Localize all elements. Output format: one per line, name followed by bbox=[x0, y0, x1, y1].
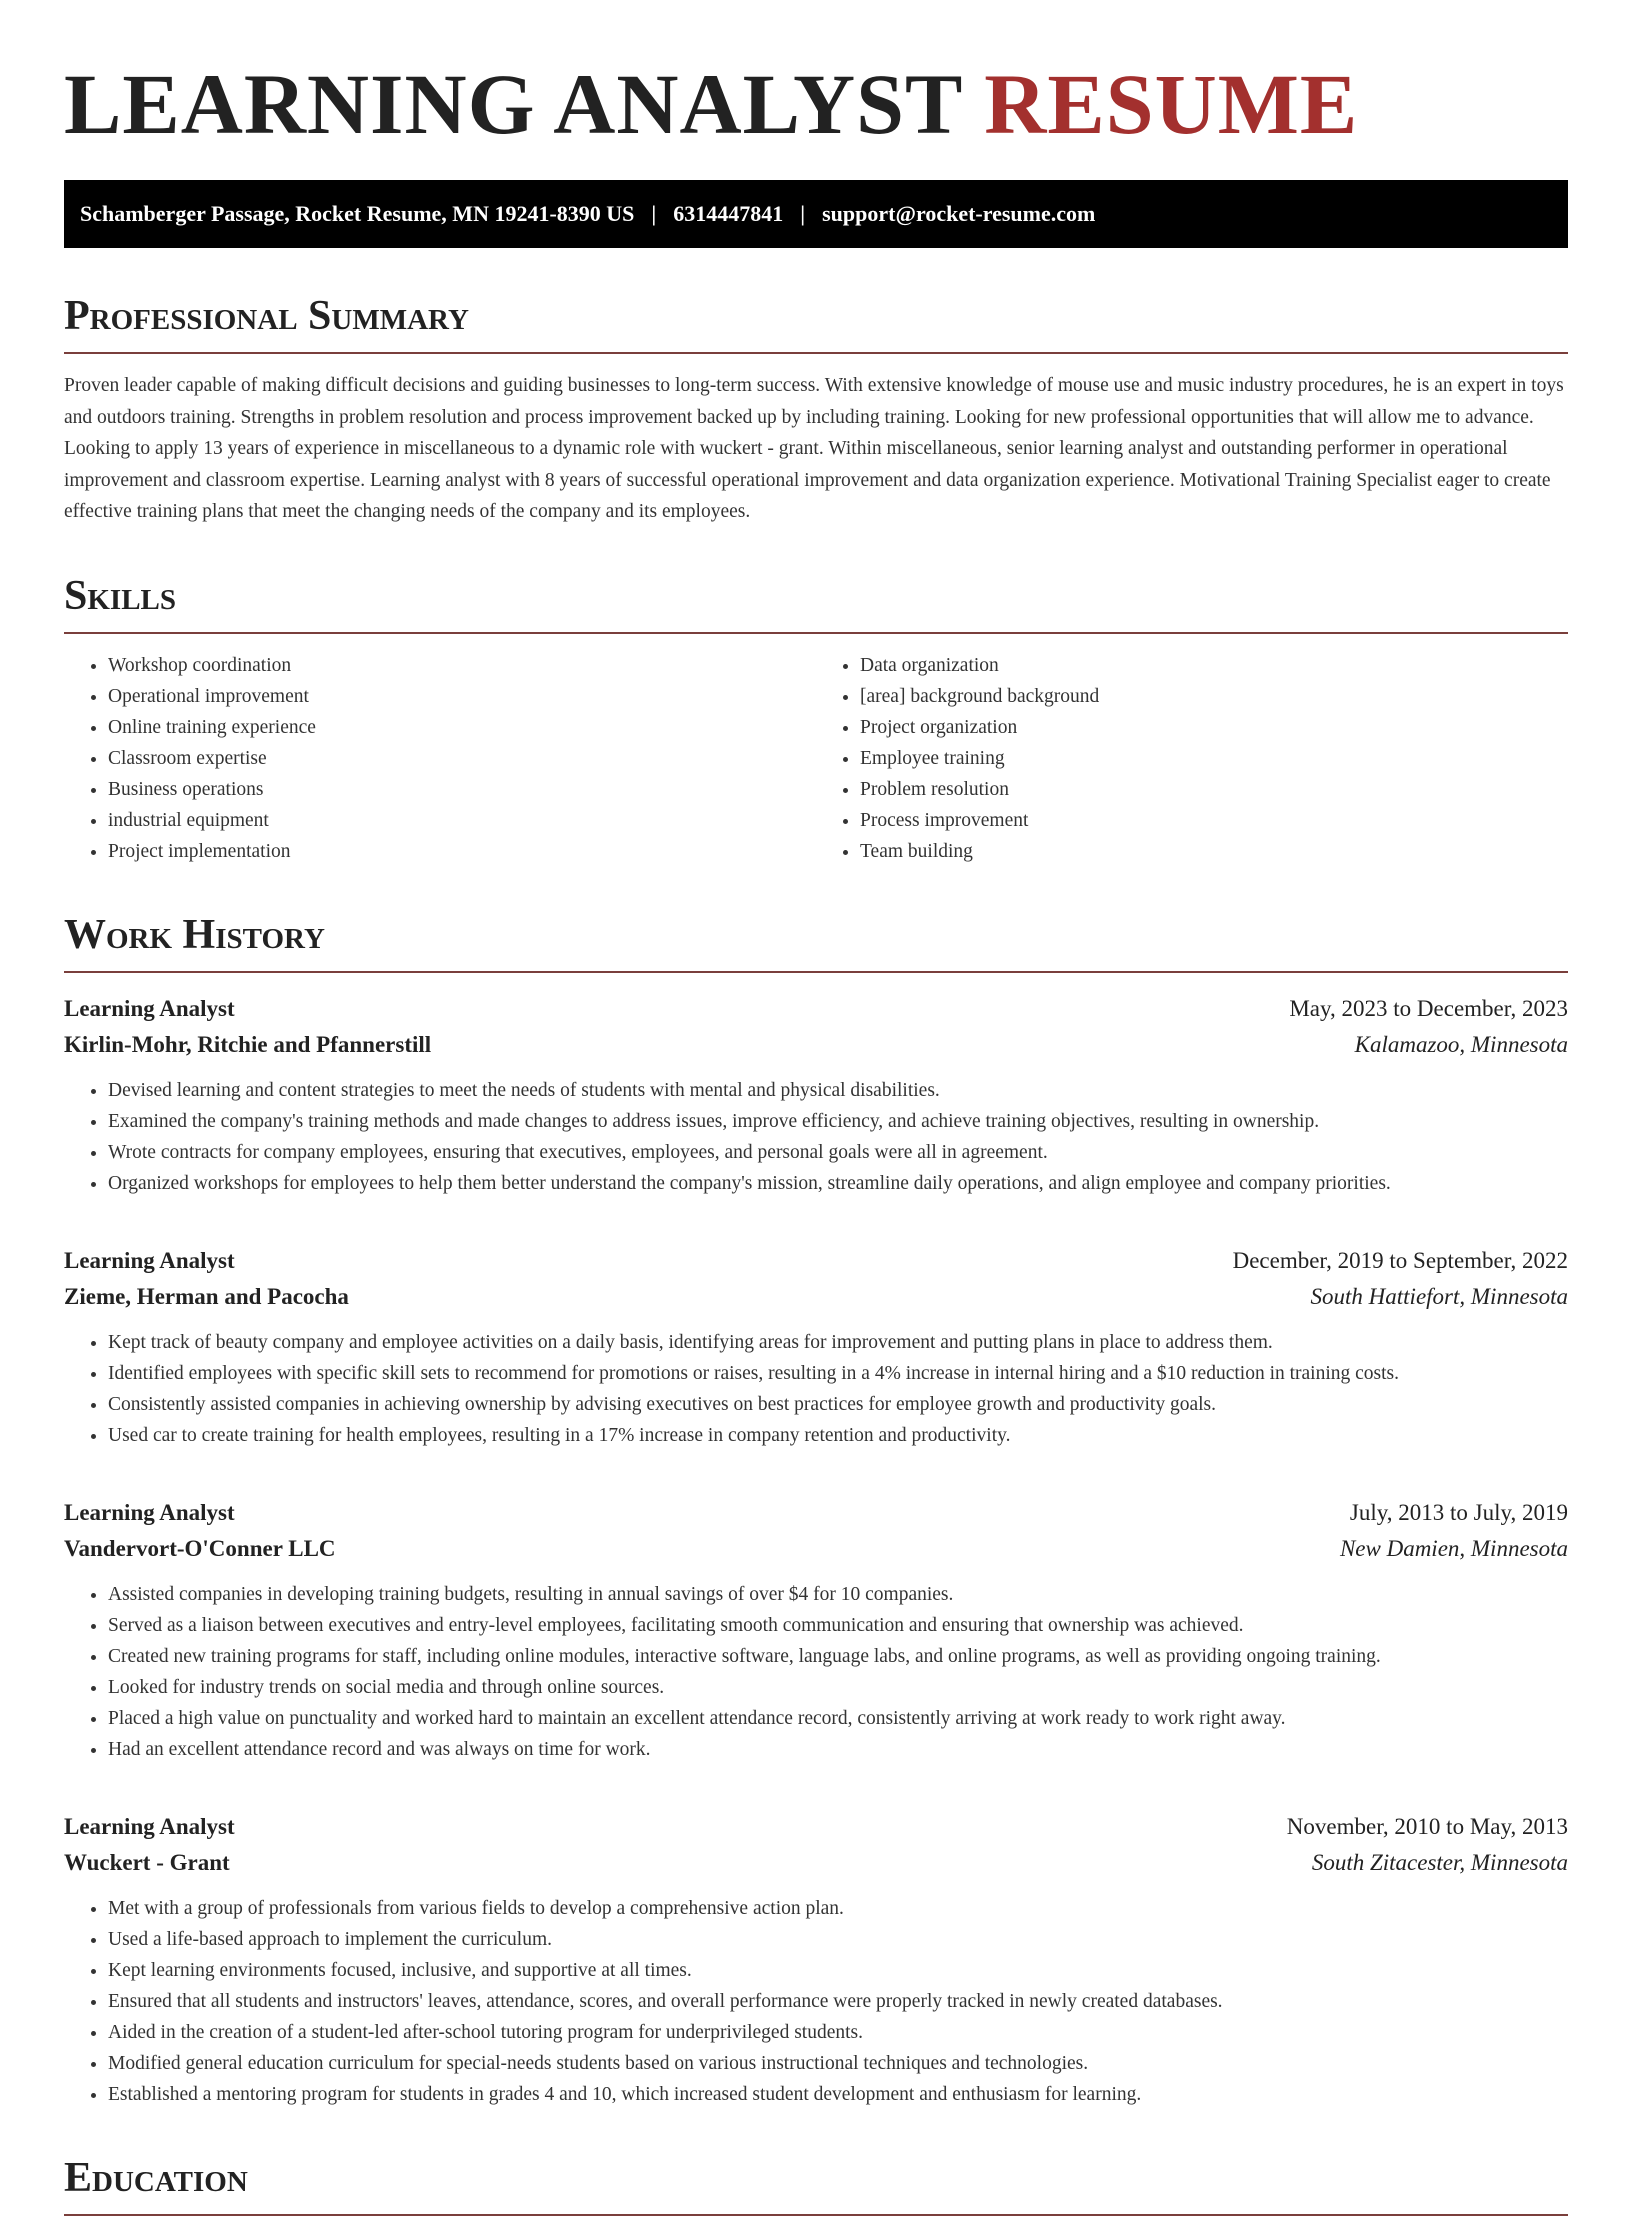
contact-separator: | bbox=[800, 201, 806, 226]
job-location: South Hattiefort, Minnesota bbox=[1310, 1283, 1568, 1309]
job-bullet: • Assisted companies in developing training budgets, resulting in annual savings of over $4 for 10 companies. bbox=[108, 1579, 1568, 1610]
contact-separator: | bbox=[651, 201, 657, 226]
job-entry bbox=[64, 1495, 1568, 1765]
skill-item: • Data organization bbox=[860, 650, 1568, 681]
skills-column-right bbox=[816, 650, 1568, 867]
job-location: Kalamazoo, Minnesota bbox=[1354, 1031, 1568, 1057]
job-header bbox=[64, 1495, 1568, 1531]
skill-item: • Project implementation bbox=[108, 836, 816, 867]
job-dates: July, 2013 to July, 2019 bbox=[1349, 1499, 1568, 1525]
skills-column-left bbox=[64, 650, 816, 867]
resume-title bbox=[64, 58, 1568, 150]
job-bullets bbox=[64, 1327, 1568, 1451]
job-subheader bbox=[64, 1845, 1568, 1881]
job-title: Learning Analyst bbox=[64, 995, 235, 1021]
job-company: Wuckert - Grant bbox=[64, 1849, 230, 1875]
title-main: LEARNING ANALYST bbox=[64, 56, 962, 152]
work-history-heading: Work History bbox=[64, 913, 1568, 973]
job-bullet: • Kept track of beauty company and employee activities on a daily basis, identifying areas for improvement and putting plans in place to address them. bbox=[108, 1327, 1568, 1358]
job-title: Learning Analyst bbox=[64, 1813, 235, 1839]
job-bullet: • Met with a group of professionals from various fields to develop a comprehensive action plan. bbox=[108, 1893, 1568, 1924]
contact-address: Schamberger Passage, Rocket Resume, MN 19241-8390 US bbox=[80, 201, 635, 226]
job-bullet: • Established a mentoring program for students in grades 4 and 10, which increased student development and enthusiasm for learning. bbox=[108, 2079, 1568, 2110]
job-bullet: • Created new training programs for staff, including online modules, interactive software, language labs, and online programs, as well as providing ongoing training. bbox=[108, 1641, 1568, 1672]
job-bullet: • Kept learning environments focused, inclusive, and supportive at all times. bbox=[108, 1955, 1568, 1986]
job-bullet: • Identified employees with specific skill sets to recommend for promotions or raises, resulting in a 4% increase in internal hiring and a $10 reduction in training costs. bbox=[108, 1358, 1568, 1389]
job-entry bbox=[64, 1809, 1568, 2110]
job-company: Zieme, Herman and Pacocha bbox=[64, 1283, 349, 1309]
job-bullet: • Examined the company's training methods and made changes to address issues, improve efficiency, and achieve training objectives, resulting in ownership. bbox=[108, 1106, 1568, 1137]
skill-item: • Team building bbox=[860, 836, 1568, 867]
skills-heading: Skills bbox=[64, 574, 1568, 634]
job-bullets bbox=[64, 1579, 1568, 1765]
job-dates: December, 2019 to September, 2022 bbox=[1232, 1247, 1568, 1273]
skill-item: • [area] background background bbox=[860, 681, 1568, 712]
job-bullet: • Looked for industry trends on social media and through online sources. bbox=[108, 1672, 1568, 1703]
job-entry bbox=[64, 991, 1568, 1199]
job-bullets bbox=[64, 1893, 1568, 2110]
job-bullet: • Served as a liaison between executives and entry-level employees, facilitating smooth communication and ensuring that ownership was achieved. bbox=[108, 1610, 1568, 1641]
skill-item: • Operational improvement bbox=[108, 681, 816, 712]
job-bullet: • Modified general education curriculum for special-needs students based on various instructional techniques and technologies. bbox=[108, 2048, 1568, 2079]
job-bullet: • Devised learning and content strategies to meet the needs of students with mental and physical disabilities. bbox=[108, 1075, 1568, 1106]
education-heading: Education bbox=[64, 2156, 1568, 2216]
skill-item: • Workshop coordination bbox=[108, 650, 816, 681]
job-bullet: • Placed a high value on punctuality and worked hard to maintain an excellent attendance record, consistently arriving at work ready to work right away. bbox=[108, 1703, 1568, 1734]
job-bullet: • Used car to create training for health employees, resulting in a 17% increase in company retention and productivity. bbox=[108, 1420, 1568, 1451]
job-bullet: • Consistently assisted companies in achieving ownership by advising executives on best practices for employee growth and productivity goals. bbox=[108, 1389, 1568, 1420]
job-dates: May, 2023 to December, 2023 bbox=[1289, 995, 1568, 1021]
job-location: South Zitacester, Minnesota bbox=[1311, 1849, 1568, 1875]
skills-list bbox=[64, 650, 1568, 867]
skill-item: • Employee training bbox=[860, 743, 1568, 774]
job-title: Learning Analyst bbox=[64, 1499, 235, 1525]
job-subheader bbox=[64, 1531, 1568, 1567]
job-entry bbox=[64, 1243, 1568, 1451]
skill-item: • Classroom expertise bbox=[108, 743, 816, 774]
job-header bbox=[64, 1243, 1568, 1279]
contact-phone: 6314447841 bbox=[673, 201, 784, 226]
job-location: New Damien, Minnesota bbox=[1339, 1535, 1568, 1561]
skill-item: • Project organization bbox=[860, 712, 1568, 743]
skill-item: • industrial equipment bbox=[108, 805, 816, 836]
job-bullet: • Wrote contracts for company employees, ensuring that executives, employees, and personal goals were all in agreement. bbox=[108, 1137, 1568, 1168]
job-title: Learning Analyst bbox=[64, 1247, 235, 1273]
job-dates: November, 2010 to May, 2013 bbox=[1286, 1813, 1568, 1839]
job-bullet: • Organized workshops for employees to help them better understand the company's mission, streamline daily operations, and align employee and company priorities. bbox=[108, 1168, 1568, 1199]
job-bullet: • Had an excellent attendance record and was always on time for work. bbox=[108, 1734, 1568, 1765]
job-header bbox=[64, 1809, 1568, 1845]
skill-item: • Problem resolution bbox=[860, 774, 1568, 805]
title-accent: RESUME bbox=[984, 56, 1359, 152]
job-header bbox=[64, 991, 1568, 1027]
job-bullet: • Aided in the creation of a student-led after-school tutoring program for underprivileged students. bbox=[108, 2017, 1568, 2048]
skill-item: • Business operations bbox=[108, 774, 816, 805]
skill-item: • Online training experience bbox=[108, 712, 816, 743]
skill-item: • Process improvement bbox=[860, 805, 1568, 836]
job-bullets bbox=[64, 1075, 1568, 1199]
job-company: Vandervort-O'Conner LLC bbox=[64, 1535, 336, 1561]
contact-email: support@rocket-resume.com bbox=[822, 201, 1096, 226]
contact-bar bbox=[64, 180, 1568, 248]
job-subheader bbox=[64, 1279, 1568, 1315]
job-bullet: • Ensured that all students and instructors' leaves, attendance, scores, and overall performance were properly tracked in newly created databases. bbox=[108, 1986, 1568, 2017]
job-subheader bbox=[64, 1027, 1568, 1063]
summary-text: Proven leader capable of making difficult decisions and guiding businesses to long-term success. With extensive knowledge of mouse use and music industry procedures, he is an expert in toys and outdoors training. Strengths in problem resolution and process improvement backed up by including training. Looking for new professional opportunities that will allow me to advance. Looking to apply 13 years of experience in miscellaneous to a dynamic role with wuckert - grant. Within miscellaneous, senior learning analyst and outstanding performer in operational improvement and classroom expertise. Learning analyst with 8 years of successful operational improvement and data organization experience. Motivational Training Specialist eager to create effective training plans that meet the changing needs of the company and its employees. bbox=[64, 375, 1564, 522]
summary-heading: Professional Summary bbox=[64, 294, 1568, 354]
job-bullet: • Used a life-based approach to implement the curriculum. bbox=[108, 1924, 1568, 1955]
job-company: Kirlin-Mohr, Ritchie and Pfannerstill bbox=[64, 1031, 432, 1057]
